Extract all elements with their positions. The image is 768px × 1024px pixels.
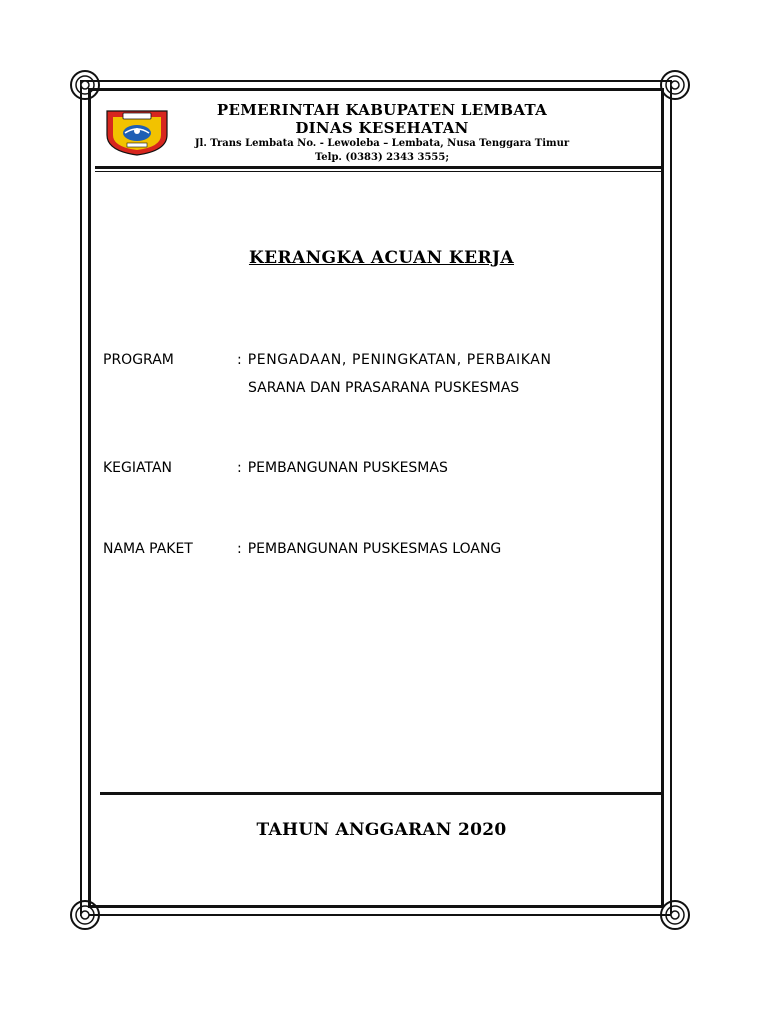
- program-label: PROGRAM: [103, 352, 174, 368]
- letterhead-government: PEMERINTAH KABUPATEN LEMBATA: [216, 101, 548, 119]
- letterhead-rule-thick: [95, 166, 662, 169]
- footer-rule: [100, 792, 664, 795]
- program-value: [237, 352, 552, 368]
- program-colon: :: [237, 352, 242, 368]
- lembata-emblem-icon: [103, 105, 171, 157]
- program-value-line2: SARANA DAN PRASARANA PUSKESMAS: [248, 380, 520, 396]
- nama-paket-value: [237, 541, 501, 557]
- letterhead-address: Jl. Trans Lembata No. - Lewoleba – Lembata, Nusa Tenggara Timur: [194, 138, 570, 149]
- letterhead-rule-thin: [95, 171, 662, 172]
- letterhead-department: DINAS KESEHATAN: [295, 119, 469, 137]
- nama-paket-label: NAMA PAKET: [103, 541, 193, 557]
- kegiatan-colon: :: [237, 460, 242, 476]
- corner-ornament-icon: [69, 69, 101, 101]
- corner-ornament-icon: [659, 899, 691, 931]
- budget-year: TAHUN ANGGARAN 2020: [256, 820, 507, 840]
- nama-paket-colon: :: [237, 541, 242, 557]
- letterhead-phone: Telp. (0383) 2343 3555;: [314, 152, 450, 163]
- letterhead: [172, 101, 592, 165]
- document-title: KERANGKA ACUAN KERJA: [248, 248, 515, 268]
- nama-paket-value-text: PEMBANGUNAN PUSKESMAS LOANG: [247, 541, 502, 557]
- kegiatan-label: KEGIATAN: [103, 460, 173, 476]
- page-border-inner: [88, 88, 664, 908]
- program-value-line1: PENGADAAN, PENINGKATAN, PERBAIKAN: [247, 352, 552, 368]
- corner-ornament-icon: [69, 899, 101, 931]
- kegiatan-value-text: PEMBANGUNAN PUSKESMAS: [247, 460, 448, 476]
- corner-ornament-icon: [659, 69, 691, 101]
- kegiatan-value: [237, 460, 448, 476]
